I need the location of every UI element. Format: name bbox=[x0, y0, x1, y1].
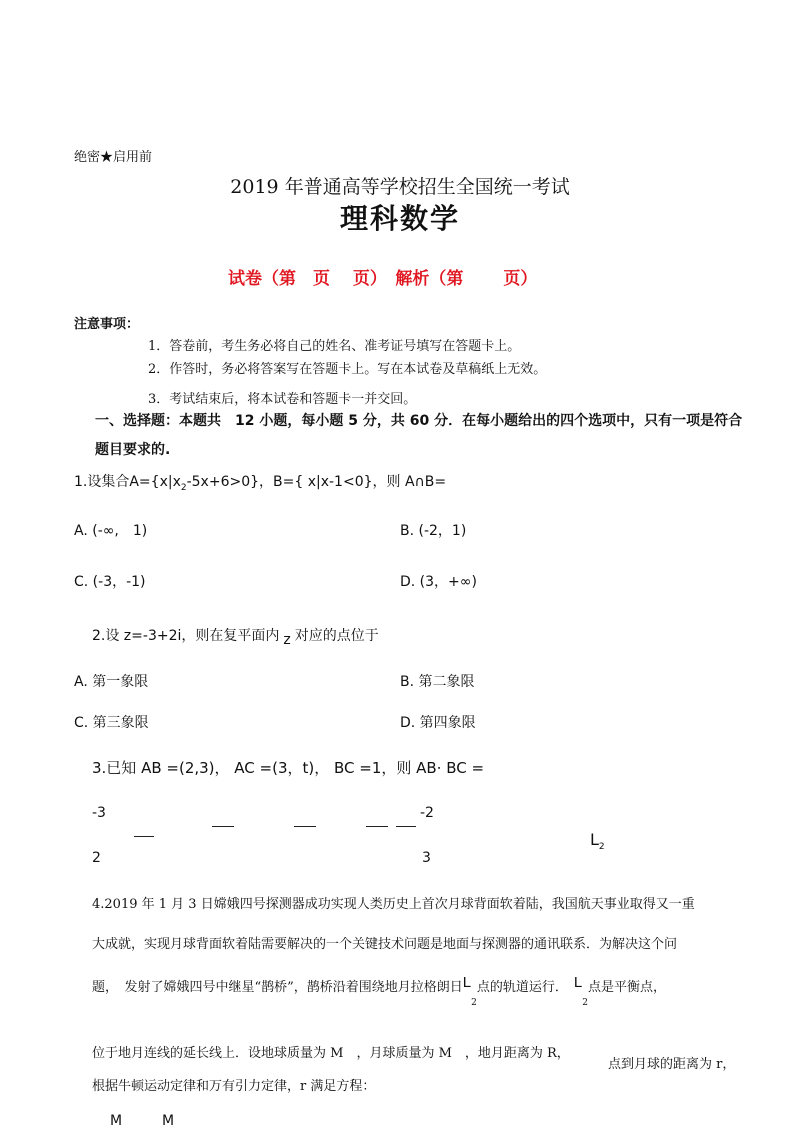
section-heading-cont: 题目要求的. bbox=[95, 442, 171, 458]
confidential-label: 绝密★启用前 bbox=[74, 150, 153, 165]
fraction-bar bbox=[366, 826, 388, 827]
exam-title: 2019 年普通高等学校招生全国统一考试 bbox=[230, 176, 570, 198]
q1-option-a: A. (-∞, 1) bbox=[74, 523, 148, 539]
fraction-bar bbox=[134, 836, 154, 837]
l2-label: $L_2$ bbox=[590, 830, 605, 853]
page-info: 试卷（第 页 页） 解析（第 页） bbox=[228, 269, 538, 289]
q3-frac-left-den: 2 bbox=[92, 850, 101, 866]
notice-title: 注意事项： bbox=[74, 317, 140, 332]
question-4-line: 题， 发射了嫦娥四号中继星“鹊桥”，鹊桥沿着围绕地月拉格朗日$L_2$点的轨道运行． $L_2$点是平衡点， bbox=[92, 974, 666, 1008]
question-4-line: 位于地月连线的延长线上．设地球质量为 M ，月球质量为 M ，地月距离为 R， bbox=[92, 1046, 570, 1061]
formula-mass-1: M bbox=[110, 1113, 123, 1129]
q3-frac-right-num: -2 bbox=[420, 805, 434, 821]
fraction-bar bbox=[212, 826, 234, 827]
notice-item: 3．考试结束后，将本试卷和答题卡一并交回。 bbox=[148, 392, 417, 407]
q2-option-b: B. 第二象限 bbox=[400, 674, 475, 690]
question-4-line: 大成就，实现月球背面软着陆需要解决的一个关键技术问题是地面与探测器的通讯联系．为解决这个问 bbox=[92, 937, 678, 952]
formula-mass-2: M bbox=[162, 1113, 175, 1129]
q1-option-d: D. (3，+∞) bbox=[400, 574, 477, 590]
section-heading: 一、选择题：本题共 12 小题，每小题 5 分，共 60 分．在每小题给出的四个选项中，只有一项是符合 bbox=[95, 413, 743, 429]
q3-frac-right-den: 3 bbox=[422, 850, 431, 866]
notice-item: 1．答卷前，考生务必将自己的姓名、准考证号填写在答题卡上。 bbox=[148, 339, 521, 354]
question-3-stem: 3.已知 AB =(2,3)， AC =(3，t)， BC =1，则 AB⋅ BC = bbox=[92, 759, 485, 777]
question-4-line: 根据牛顿运动定律和万有引力定律，r 满足方程： bbox=[92, 1079, 376, 1094]
question-4-line: 点到月球的距离为 r， bbox=[608, 1057, 736, 1072]
q2-option-a: A. 第一象限 bbox=[74, 674, 149, 690]
subject-title: 理科数学 bbox=[339, 202, 460, 235]
q2-option-d: D. 第四象限 bbox=[400, 715, 476, 731]
question-1-stem: 1.设集合$A=\{x|x_2-5x+6>0\}$，B={ x|x-1<0}，则 A∩B= bbox=[74, 474, 447, 493]
q3-frac-left-num: -3 bbox=[92, 805, 106, 821]
question-2-stem: 2.设 z=-3+2i，则在复平面内 z 对应的点位于 bbox=[92, 628, 379, 648]
fraction-bar bbox=[396, 826, 416, 827]
q2-option-c: C. 第三象限 bbox=[74, 715, 149, 731]
question-4-line: 4.2019 年 1 月 3 日嫦娥四号探测器成功实现人类历史上首次月球背面软着陆，我国航天事业取得又一重 bbox=[92, 897, 695, 912]
fraction-bar bbox=[294, 826, 316, 827]
notice-item: 2．作答时，务必将答案写在答题卡上。写在本试卷及草稿纸上无效。 bbox=[148, 362, 547, 377]
q1-option-c: C. (-3，-1) bbox=[74, 574, 146, 590]
q1-option-b: B. (-2，1) bbox=[400, 523, 467, 539]
